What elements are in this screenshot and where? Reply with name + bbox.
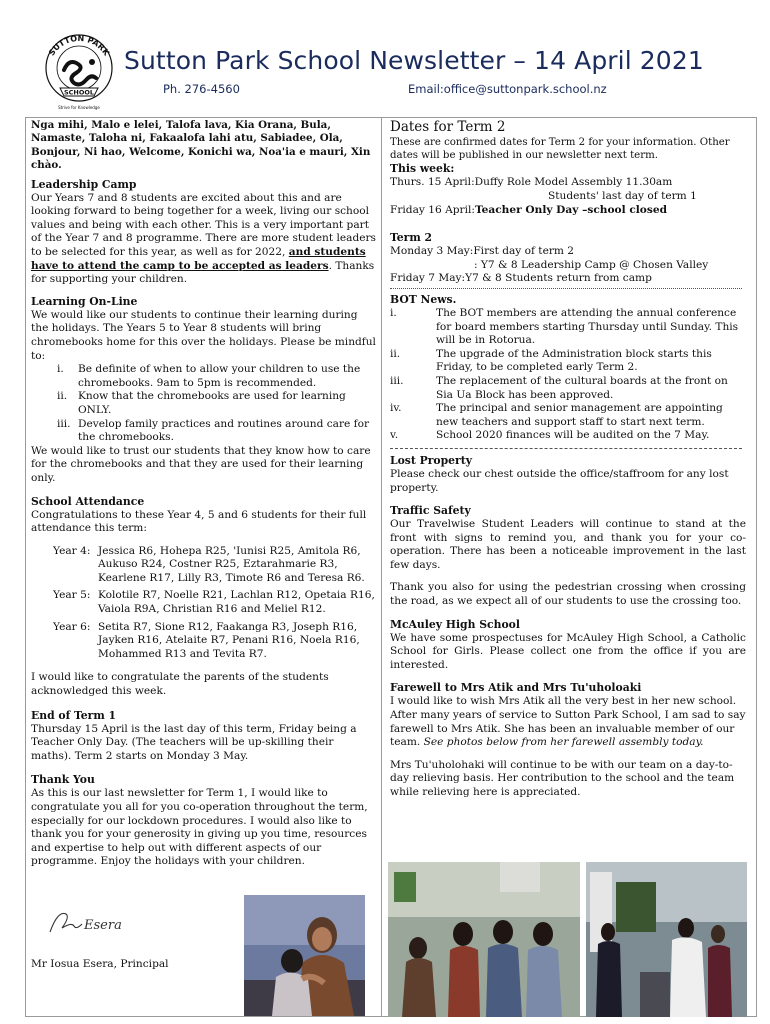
attendance-year-6 [31, 621, 377, 662]
attendance-year-5 [31, 589, 377, 616]
learning-online-outro: We would like to trust our students that they know how to care for the chromebooks and that they are used for their learning only. [31, 444, 371, 484]
school-attendance-section [31, 495, 377, 699]
school-attendance-outro: I would like to congratulate the parents of the students acknowledged this week. [31, 671, 329, 698]
year-label: Year 6: [53, 620, 91, 633]
dates-section [390, 119, 746, 286]
list-number: iii. [390, 374, 404, 387]
list-item [31, 390, 377, 417]
date-text: : Y7 & 8 Leadership Camp @ Chosen Valley [474, 258, 709, 271]
date-day: Monday 3 May: [390, 245, 474, 258]
date-row [390, 176, 746, 190]
learning-online-intro: We would like our students to continue their learning during the holidays. The Years 5 to Year 8 students will bring chromebooks home for this over the holidays. Please be mindful to: [31, 308, 376, 362]
list-number: i. [57, 363, 64, 376]
list-number: ii. [57, 390, 68, 403]
date-text: First day of term 2 [473, 245, 575, 258]
traffic-safety-section [390, 504, 746, 609]
farewell-text-italic: See photos below from her farewell assembly today. [423, 736, 704, 749]
farewell-photo-assembly [586, 862, 747, 1017]
this-week-label: This week: [390, 162, 455, 176]
date-day: Thurs. 15 April: [390, 176, 475, 189]
school-attendance-heading: School Attendance [31, 494, 145, 508]
list-text: The BOT members are attending the annual conference for board members starting Thursday until Sunday. This will be in Rotorua. [436, 306, 739, 347]
section-divider [390, 448, 742, 449]
learning-online-section [31, 295, 377, 486]
date-day: Friday 7 May: [390, 272, 466, 285]
farewell-text-2: Mrs Tu'uholohaki will continue to be with our team on a day-to-day relieving basis. Her contribution to the school and the team while relieving here is appreciated. [390, 758, 735, 798]
date-row [390, 245, 746, 259]
list-item [31, 418, 377, 445]
signature-text: Esera [84, 918, 122, 933]
farewell-text [390, 695, 746, 749]
mcauley-text: We have some prospectuses for McAuley High School, a Catholic School for Girls. Please collect one from the office if you are interested. [390, 631, 746, 671]
list-text: School 2020 finances will be audited on the 7 May. [436, 429, 710, 442]
year-label: Year 5: [53, 589, 91, 602]
lost-property-section [390, 454, 746, 495]
year-label: Year 4: [53, 544, 91, 557]
date-text: Teacher Only Day –school closed [474, 203, 667, 216]
left-column [31, 119, 377, 869]
newsletter-header [0, 0, 770, 115]
traffic-safety-heading: Traffic Safety [390, 504, 471, 518]
learning-online-heading: Learning On-Line [31, 294, 138, 308]
date-day: Friday 16 April: [390, 203, 475, 216]
lost-property-heading: Lost Property [390, 453, 472, 467]
page-title: Sutton Park School Newsletter – 14 April 2021 [124, 46, 704, 75]
date-text: Students' last day of term 1 [548, 190, 697, 202]
list-number: ii. [390, 347, 401, 360]
end-of-term-heading: End of Term 1 [31, 708, 117, 722]
list-item [390, 375, 746, 402]
year-names: Setita R7, Sione R12, Faakanga R3, Joseph R16, Jayken R16, Atelaite R7, Penani R16, Noela R16, Mohammed R13 and Tevita R7. [98, 620, 360, 660]
list-text: The replacement of the cultural boards at the front on Sia Ua Block has been approved. [436, 374, 728, 401]
bot-news-heading: BOT News. [390, 292, 457, 306]
principal-signoff: Mr Iosua Esera, Principal [31, 958, 169, 970]
bot-news-section [390, 293, 746, 443]
thank-you-heading: Thank You [31, 773, 95, 787]
end-of-term-text: Thursday 15 April is the last day of this term, Friday being a Teacher Only Day. (The teachers will be up-skilling their maths). Term 2 starts on Monday 3 May. [31, 722, 357, 762]
list-text: Be definite of when to allow your children to use the chromebooks. 9am to 5pm is recommended. [78, 363, 361, 389]
list-text: Know that the chromebooks are used for learning ONLY. [78, 390, 346, 416]
right-column [390, 119, 746, 800]
leadership-camp-text [31, 192, 377, 287]
email-address[interactable]: Email:office@suttonpark.school.nz [408, 82, 607, 96]
year-names: Jessica R6, Hohepa R25, 'Iunisi R25, Amitola R6, Aukuso R24, Costner R25, Eztarahmarie R3, Kearlene R17, Lilly R3, Timote R6 and Teresa R6. [98, 544, 365, 584]
date-row [390, 204, 746, 218]
farewell-text-a: I would like to wish Mrs Atik all the very best in her new school. After many years of service to Sutton Park School, I am sad to say farewell to Mrs Atik. She has been an invaluable member of our team. [390, 695, 746, 749]
list-text: The principal and senior management are appointing new teachers and support staff to start next term. [436, 402, 723, 428]
list-item [390, 348, 746, 375]
greeting: Nga mihi, Malo e lelei, Talofa lava, Kia Orana, Bula, Namaste, Taloha ni, Fakaalofa lahi atu, Sabiadee, Ola, Bonjour, Ni hao, Welcome, Konichi wa, Noa'ia e mauri, Xin chào. [31, 119, 371, 172]
column-divider [381, 117, 382, 1017]
date-text: Duffy Role Model Assembly 11.30am [474, 176, 673, 189]
year-names: Kolotile R7, Noelle R21, Lachlan R12, Opetaia R16, Vaiola R9A, Christian R16 and Meliel R12. [98, 589, 375, 616]
traffic-safety-text-1: Our Travelwise Student Leaders will continue to stand at the front with signs to remind you, and thank you for your co-operation. There has been a noticeable improvement in the last few days. [390, 518, 746, 571]
farewell-section [390, 681, 746, 799]
leadership-camp-heading: Leadership Camp [31, 177, 137, 191]
thank-you-text: As this is our last newsletter for Term 1, I would like to congratulate you all for you co-operation throughout the term, especially for our lockdown procedures. I would also like to thank you for your generosity in giving up you time, resources and expertise to help out with different aspects of our programme. Enjoy the holidays with your children. [31, 787, 368, 868]
phone-number: Ph. 276-4560 [163, 82, 240, 96]
principal-signature [44, 902, 134, 940]
leadership-text-a: Our Years 7 and 8 students are excited about this and are looking forward to being together for a week, living our school values and being with each other. This is a very important part of the Year 7 and 8 programme. There are more student leaders to be selected for this year, as well as for 2022, [31, 191, 376, 258]
dates-heading: Dates for Term 2 [390, 119, 506, 135]
logo-text-bottom: SCHOOL [63, 88, 95, 97]
date-row [390, 190, 746, 204]
list-number: iv. [390, 402, 402, 415]
list-number: i. [390, 306, 397, 319]
leadership-text-b: . Thanks for supporting your children. [31, 259, 375, 286]
bot-news-list [390, 307, 746, 443]
list-number: v. [390, 429, 399, 442]
farewell-heading: Farewell to Mrs Atik and Mrs Tu'uholoaki [390, 681, 642, 695]
list-text: The upgrade of the Administration block starts this Friday, to be completed early Term 2. [436, 347, 712, 374]
leadership-text-emphasis: and students have to attend the camp to be accepted as leaders [31, 246, 366, 272]
logo-text-top: SUTTON PARK [46, 33, 111, 58]
thank-you-section [31, 773, 377, 869]
date-row [390, 259, 746, 273]
date-row [390, 272, 746, 286]
term2-label: Term 2 [390, 231, 433, 245]
section-divider [390, 288, 742, 289]
farewell-photo-hug [244, 895, 365, 1016]
list-text: Develop family practices and routines around care for the chromebooks. [78, 417, 370, 444]
dates-intro: These are confirmed dates for Term 2 for your information. Other dates will be published in our newsletter next term. [390, 137, 730, 162]
logo-motto: Strive for Knowledge [58, 105, 100, 110]
mcauley-section [390, 618, 746, 673]
traffic-safety-text-2: Thank you also for using the pedestrian crossing when crossing the road, as we expect all of our students to use the crossing too. [390, 581, 746, 608]
list-item [31, 363, 377, 390]
end-of-term-section [31, 709, 377, 764]
school-attendance-intro: Congratulations to these Year 4, 5 and 6 students for their full attendance this term: [31, 508, 367, 535]
attendance-year-4 [31, 545, 377, 586]
list-item [390, 402, 746, 429]
list-item [390, 307, 746, 348]
mcauley-heading: McAuley High School [390, 617, 520, 631]
leadership-camp-section [31, 178, 377, 287]
list-number: iii. [57, 417, 71, 430]
learning-online-list [31, 363, 377, 445]
date-text: Y7 & 8 Students return from camp [465, 272, 652, 285]
list-item [390, 429, 746, 443]
lost-property-text: Please check our chest outside the office/staffroom for any lost property. [390, 467, 729, 494]
school-logo [38, 30, 120, 112]
farewell-photo-students [388, 862, 580, 1017]
